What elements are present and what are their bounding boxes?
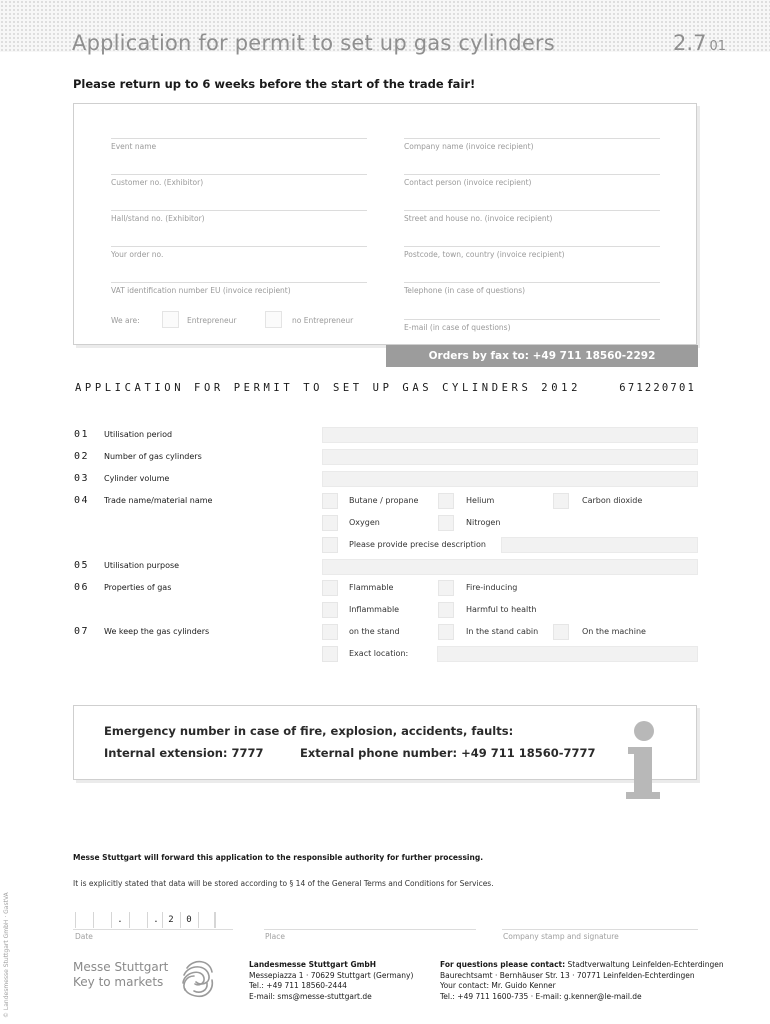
- utilisation-period-input[interactable]: [322, 427, 698, 443]
- emergency-heading: Emergency number in case of fire, explosion, accidents, faults:: [104, 724, 514, 738]
- helium-checkbox[interactable]: [438, 493, 454, 509]
- fax-banner: Orders by fax to: +49 711 18560-2292: [386, 345, 698, 367]
- emergency-box: [73, 705, 697, 780]
- exact-location-input[interactable]: [437, 646, 698, 662]
- customer-no-field[interactable]: Customer no. (Exhibitor): [111, 174, 367, 187]
- document-number-main: 2.7: [673, 31, 707, 55]
- forward-note: Messe Stuttgart will forward this application to the responsible authority for further processing.: [73, 853, 484, 862]
- telephone-field[interactable]: Telephone (in case of questions): [404, 282, 660, 295]
- application-number: 671220701: [619, 382, 696, 394]
- hall-stand-field[interactable]: Hall/stand no. (Exhibitor): [111, 210, 367, 223]
- oxygen-label: Oxygen: [349, 518, 380, 527]
- info-icon: [620, 720, 668, 804]
- copyright-sidebar: © Landesmesse Stuttgart GmbH · GastVA: [3, 892, 10, 1018]
- company-tel: Tel.: +49 711 18560-2444: [249, 981, 347, 990]
- item-label: Trade name/material name: [104, 496, 213, 505]
- fire-inducing-checkbox[interactable]: [438, 580, 454, 596]
- external-phone: External phone number: +49 711 18560-7777: [300, 746, 596, 760]
- item-number: 05: [74, 560, 90, 571]
- harmful-checkbox[interactable]: [438, 602, 454, 618]
- contact-tel: Tel.: +49 711 1600-735 · E-mail: g.kenner@le-mail.de: [440, 991, 642, 1001]
- exact-location-label: Exact location:: [349, 649, 409, 658]
- item-label: Properties of gas: [104, 583, 172, 592]
- in-cabin-label: In the stand cabin: [466, 627, 539, 636]
- entrepreneur-checkbox[interactable]: [162, 311, 179, 328]
- date-digit-box[interactable]: [93, 912, 110, 928]
- date-digit-box: 2: [162, 912, 179, 928]
- on-machine-label: On the machine: [582, 627, 646, 636]
- email-field[interactable]: E-mail (in case of questions): [404, 319, 660, 332]
- street-field[interactable]: Street and house no. (invoice recipient): [404, 210, 660, 223]
- application-heading: APPLICATION FOR PERMIT TO SET UP GAS CYLINDERS 2012: [75, 382, 581, 394]
- stamp-label: Company stamp and signature: [503, 932, 619, 941]
- other-gas-checkbox[interactable]: [322, 537, 338, 553]
- company-email: E-mail: sms@messe-stuttgart.de: [249, 991, 372, 1001]
- date-separator: .: [147, 912, 164, 928]
- butane-checkbox[interactable]: [322, 493, 338, 509]
- flammable-label: Flammable: [349, 583, 394, 592]
- inflammable-label: Inflammable: [349, 605, 400, 614]
- in-cabin-checkbox[interactable]: [438, 624, 454, 640]
- number-of-cylinders-input[interactable]: [322, 449, 698, 465]
- item-label: Utilisation period: [104, 430, 173, 439]
- harmful-label: Harmful to health: [466, 605, 537, 614]
- stamp-line[interactable]: [502, 929, 698, 930]
- nitrogen-checkbox[interactable]: [438, 515, 454, 531]
- vat-field[interactable]: VAT identification number EU (invoice recipient): [111, 282, 367, 295]
- date-digit-box[interactable]: [75, 912, 92, 928]
- place-label: Place: [265, 932, 285, 941]
- nitrogen-label: Nitrogen: [466, 518, 501, 527]
- item-label: Number of gas cylinders: [104, 452, 202, 461]
- flammable-checkbox[interactable]: [322, 580, 338, 596]
- we-are-label: We are:: [111, 316, 140, 325]
- helium-label: Helium: [466, 496, 495, 505]
- contact-person-field[interactable]: Contact person (invoice recipient): [404, 174, 660, 187]
- return-instruction: Please return up to 6 weeks before the start of the trade fair!: [73, 77, 476, 91]
- date-line: [73, 929, 233, 930]
- oxygen-checkbox[interactable]: [322, 515, 338, 531]
- contact-street: Baurechtsamt · Bernhäuser Str. 13 · 70771 Leinfelden-Echterdingen: [440, 970, 695, 980]
- brand-tagline: Key to markets: [73, 975, 164, 989]
- messe-logo-icon: [180, 956, 216, 1002]
- company-street: Messepiazza 1 · 70629 Stuttgart (Germany): [249, 970, 414, 980]
- precise-description-label: Please provide precise description: [349, 540, 486, 549]
- place-line[interactable]: [264, 929, 476, 930]
- exact-location-checkbox[interactable]: [322, 646, 338, 662]
- butane-label: Butane / propane: [349, 496, 419, 505]
- brand-name: Messe Stuttgart: [73, 960, 169, 974]
- company-address: [249, 960, 413, 1002]
- date-digit-box[interactable]: [198, 912, 215, 928]
- item-label: Utilisation purpose: [104, 561, 180, 570]
- item-number: 04: [74, 495, 90, 506]
- item-number: 03: [74, 473, 90, 484]
- page-title: Application for permit to set up gas cylinders: [72, 31, 555, 55]
- date-digit-box[interactable]: [215, 912, 232, 928]
- item-number: 01: [74, 429, 90, 440]
- item-number: 07: [74, 626, 90, 637]
- entrepreneur-label: Entrepreneur: [187, 316, 237, 325]
- document-number-sub: 01: [709, 39, 726, 54]
- contact-address: [440, 960, 724, 1002]
- company-details-form: [73, 103, 697, 362]
- on-machine-checkbox[interactable]: [553, 624, 569, 640]
- cylinder-volume-input[interactable]: [322, 471, 698, 487]
- no-entrepreneur-checkbox[interactable]: [265, 311, 282, 328]
- postcode-field[interactable]: Postcode, town, country (invoice recipient): [404, 246, 660, 259]
- on-stand-checkbox[interactable]: [322, 624, 338, 640]
- contact-org: Stadtverwaltung Leinfelden-Echterdingen: [567, 960, 724, 969]
- carbon-dioxide-checkbox[interactable]: [553, 493, 569, 509]
- contact-heading: For questions please contact:: [440, 960, 566, 969]
- company-name-field[interactable]: Company name (invoice recipient): [404, 138, 660, 151]
- fire-inducing-label: Fire-inducing: [466, 583, 518, 592]
- item-label: Cylinder volume: [104, 474, 170, 483]
- precise-description-input[interactable]: [501, 537, 698, 553]
- date-label: Date: [75, 932, 93, 941]
- order-no-field[interactable]: Your order no.: [111, 246, 367, 259]
- contact-person: Your contact: Mr. Guido Kenner: [440, 981, 556, 990]
- inflammable-checkbox[interactable]: [322, 602, 338, 618]
- item-label: We keep the gas cylinders: [104, 627, 210, 636]
- date-separator: .: [111, 912, 128, 928]
- internal-extension: Internal extension: 7777: [104, 746, 264, 760]
- date-digit-box[interactable]: [129, 912, 146, 928]
- carbon-dioxide-label: Carbon dioxide: [582, 496, 643, 505]
- company-name: Landesmesse Stuttgart GmbH: [249, 960, 377, 969]
- date-digit-box: 0: [180, 912, 197, 928]
- utilisation-purpose-input[interactable]: [322, 559, 698, 575]
- document-number: [673, 31, 726, 55]
- on-stand-label: on the stand: [349, 627, 400, 636]
- no-entrepreneur-label: no Entrepreneur: [292, 316, 354, 325]
- item-number: 02: [74, 451, 90, 462]
- event-name-field[interactable]: Event name: [111, 138, 367, 151]
- storage-note: It is explicitly stated that data will be stored according to § 14 of the General Terms and Conditions for Services.: [73, 879, 494, 888]
- item-number: 06: [74, 582, 90, 593]
